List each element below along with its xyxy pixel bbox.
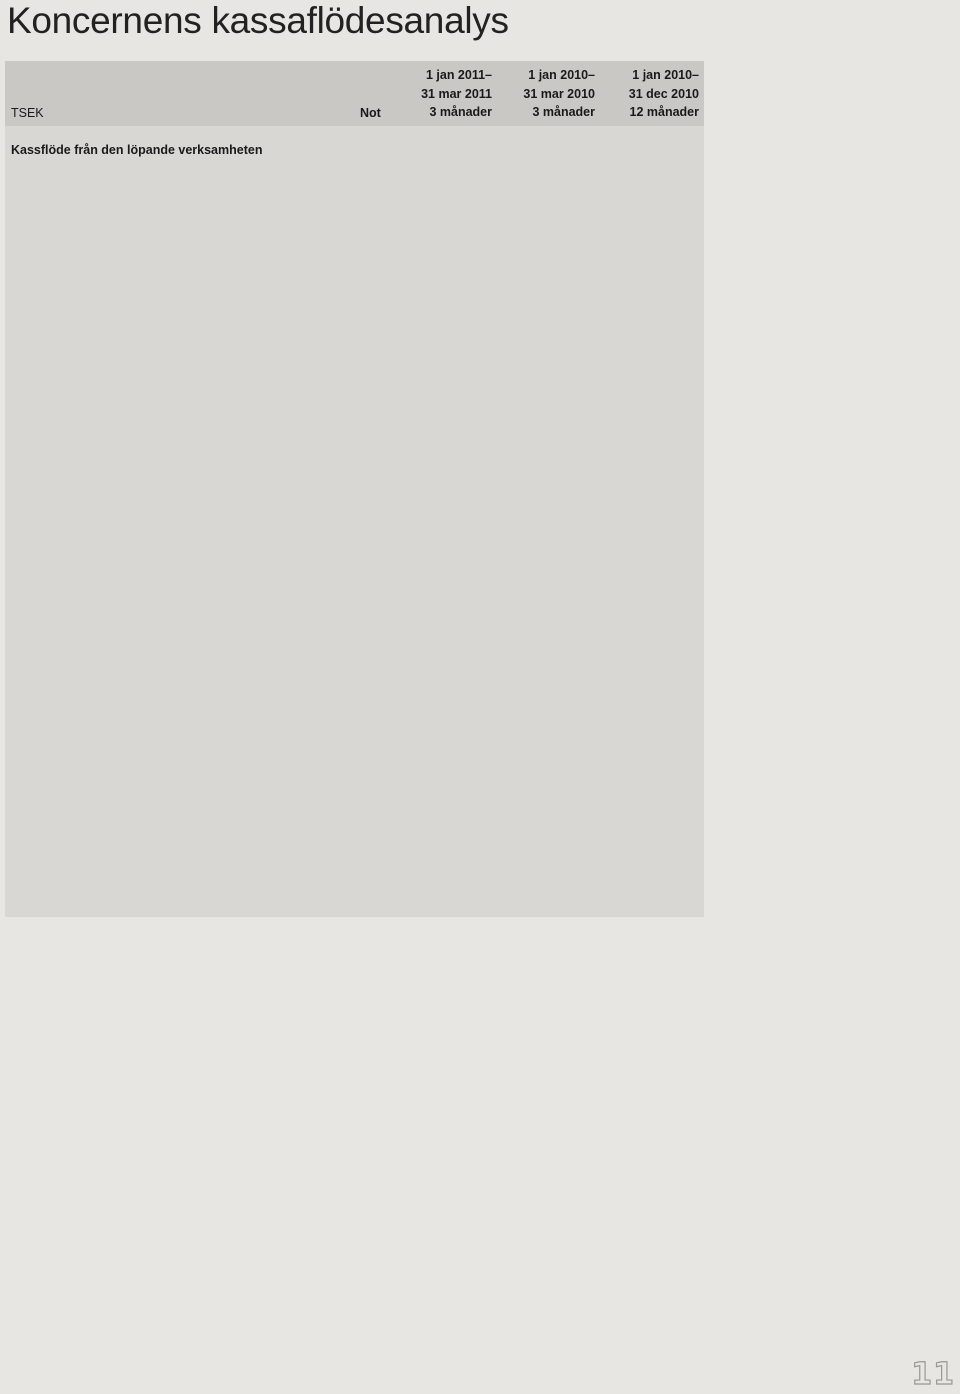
page-title: Koncernens kassaflödesanalys [7, 0, 509, 41]
table-body [5, 126, 704, 917]
table-header [5, 61, 704, 126]
header-col-1: 1 jan 2011– 31 mar 2011 3 månader [421, 68, 492, 119]
header-col-2: 1 jan 2010– 31 mar 2010 3 månader [523, 68, 595, 119]
cash-flow-table [5, 61, 704, 917]
section-title [5, 141, 704, 159]
page-number: 11 [911, 1357, 955, 1392]
header-not: Not [360, 106, 381, 120]
header-col-3: 1 jan 2010– 31 dec 2010 12 månader [628, 68, 699, 119]
section-title-label: Kassflöde från den löpande verksamheten [11, 143, 263, 157]
header-tsek: TSEK [11, 106, 44, 120]
